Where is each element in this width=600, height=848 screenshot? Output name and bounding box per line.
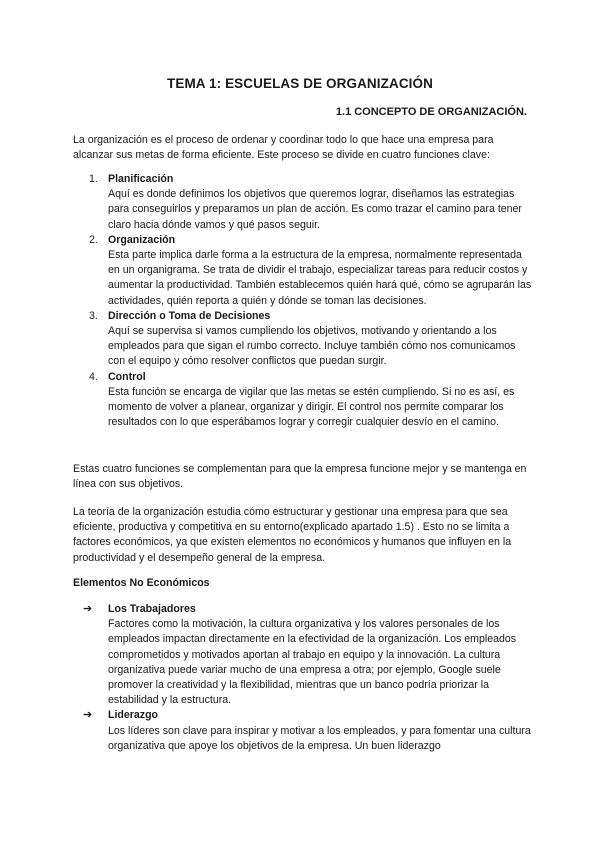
- page-title: TEMA 1: ESCUELAS DE ORGANIZACIÓN: [167, 76, 433, 91]
- item-heading: Liderazgo: [108, 709, 159, 722]
- item-heading: Dirección o Toma de Decisiones: [108, 309, 271, 322]
- list-item: [73, 233, 533, 309]
- list-number: 1.: [89, 173, 98, 185]
- theory-paragraph: La teoría de la organización estudia cómo estructurar y gestionar una empresa para que sea eficiente, productiva y competitiva en su entorno(explicado apartado 1.5) . Esto no se limita a factores económicos, ya que existen elementos no económicos y humanos que influyen en la productividad y el desempeño general de la empresa.: [73, 506, 512, 564]
- intro-paragraph: La organización es el proceso de ordenar y coordinar todo lo que hace una empresa para alcanzar sus metas de forma eficiente. Este proceso se divide en cuatro funciones clave:: [73, 134, 494, 162]
- item-heading: Los Trabajadores: [108, 603, 196, 615]
- item-body: Los líderes son clave para inspirar y motivar a los empleados, y para fomentar una cultura organizativa que apoye los objetivos de la empresa. Un buen liderazgo: [108, 724, 531, 752]
- list-number: 4.: [89, 370, 98, 383]
- item-heading: Planificación: [108, 173, 174, 185]
- list-number: 2.: [89, 233, 98, 246]
- list-item: [73, 602, 533, 708]
- item-body: Factores como la motivación, la cultura organizativa y los valores personales de los empleados impactan directamente en la efectividad de la organización. Los empleados comprometidos y motivados aportan al trabajo en equipo y la innovación. La cultura organizativa puede variar mucho de una empresa a otra; por ejemplo, Google suele promover la creatividad y la flexibilidad, mientras que un banco podría priorizar la estabilidad y la estructura.: [108, 618, 517, 707]
- list-item: [73, 370, 533, 431]
- functions-list: [73, 172, 533, 430]
- item-body: Esta parte implica darle forma a la estructura de la empresa, normalmente representada en un organigrama. Se trata de dividir el trabajo, especializar tareas para reducir costos y aumentar la productividad. También establecemos quién hará qué, cómo se agruparán las actividades, quién reporta a quién y dónde se toman las decisiones.: [108, 249, 532, 307]
- arrow-bullet-icon: ➔: [83, 603, 93, 615]
- list-item: [73, 172, 533, 233]
- item-heading: Control: [108, 370, 146, 383]
- section-heading: Elementos No Económicos: [73, 577, 210, 589]
- list-number: 3.: [89, 309, 98, 322]
- item-heading: Organización: [108, 233, 176, 246]
- list-item: [73, 708, 533, 754]
- arrow-bullet-icon: ➔: [83, 709, 93, 722]
- item-body: Esta función se encarga de vigilar que las metas se estén cumpliendo. Si no es así, es momento de volver a planear, organizar y dirigir. El control nos permite comparar los resultados con lo que esperábamos lograr y corregir cualquier desvío en el camino.: [108, 385, 515, 429]
- section-subtitle: 1.1 CONCEPTO DE ORGANIZACIÓN.: [335, 106, 527, 118]
- item-body: Aquí es donde definimos los objetivos que queremos lograr, diseñamos las estrategias para conseguirlos y preparamos un plan de acción. Es como trazar el camino para tener claro hacia dónde vamos y qué pasos seguir.: [108, 188, 522, 231]
- list-item: [73, 309, 533, 370]
- summary-paragraph: Estas cuatro funciones se complementan para que la empresa funcione mejor y se mantenga en línea con sus objetivos.: [73, 463, 527, 491]
- elements-list: [73, 602, 533, 754]
- item-body: Aquí se supervisa si vamos cumpliendo los objetivos, motivando y orientando a los empleados para que sigan el rumbo correcto. Incluye también cómo nos comunicamos con el equipo y cómo resolver conflictos que puedan surgir.: [108, 325, 516, 368]
